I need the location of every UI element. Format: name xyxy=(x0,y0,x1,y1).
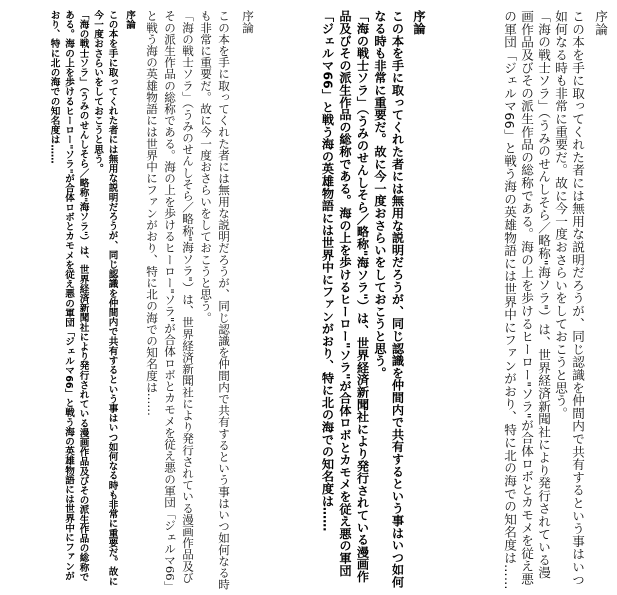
panel-heading: 序論 xyxy=(593,10,608,36)
panel-paragraph: 「海の戦士ソラ」（うみのせんしそら／略称"海ソラ"）は、世界経済新聞社により発行されている漫画作品及びその派生作品の総称である。海の上を歩けるヒーロー"ソラ"が合体ロボとカモメを従え悪の軍団「ジェルマ66」と戦う海の英雄物語には世界中にファンがおり、特に北の海での知名度は…… xyxy=(48,10,89,582)
panel-paragraph: 「海の戦士ソラ」（うみのせんしそら／略称"海ソラ"）は、世界経済新聞社により発行されている漫画作品及びその派生作品の総称である。海の上を歩けるヒーロー"ソラ"が合体ロボとカモメを従え悪の軍団「ジェルマ66」と戦う海の英雄物語には世界中にファンがおり、特に北の海での知名度は…… xyxy=(145,10,195,587)
text-panel-mincho xyxy=(127,10,257,590)
panel-paragraph: この本を手に取ってくれた者には無用な説明だろうが、同じ認識を仲間内で共有するという事はいつ如何なる時も非常に重要だ。故に今一度おさらいをしておこうと思う。 xyxy=(373,10,405,589)
panel-paragraph: この本を手に取ってくれた者には無用な説明だろうが、同じ認識を仲間内で共有するという事はいつ如何なる時も非常に重要だ。故に今一度おさらいをしておこうと思う。 xyxy=(553,10,585,586)
text-panel-bold xyxy=(255,10,427,590)
panel-heading: 序論 xyxy=(124,10,135,30)
panel-paragraph: 「海の戦士ソラ」（うみのせんしそら／略称"海ソラ"）は、世界経済新聞社により発行されている漫画作品及びその派生作品の総称である。海の上を歩けるヒーロー"ソラ"が合体ロボとカモメを従え悪の軍団「ジェルマ66」と戦う海の英雄物語には世界中にファンがおり、特に北の海での知名度は…… xyxy=(320,10,370,583)
text-panel-rounded xyxy=(459,10,609,590)
text-panel-gothic xyxy=(4,10,136,590)
panel-heading: 序論 xyxy=(241,10,255,34)
panel-paragraph: この本を手に取ってくれた者には無用な説明だろうが、同じ認識を仲間内で共有するという事はいつ如何なる時も非常に重要だ。故に今一度おさらいをしておこうと思う。 xyxy=(199,10,231,590)
panel-paragraph: この本を手に取ってくれた者には無用な説明だろうが、同じ認識を仲間内で共有するという事はいつ如何なる時も非常に重要だ。故に今一度おさらいをしておこうと思う。 xyxy=(92,10,118,586)
panel-heading: 序論 xyxy=(412,10,426,35)
panel-paragraph: 「海の戦士ソラ」（うみのせんしそら／略称"海ソラ"）は、世界経済新聞社により発行されている漫画作品及びその派生作品の総称である。海の上を歩けるヒーロー"ソラ"が合体ロボとカモメを従え悪の軍団「ジェルマ66」と戦う海の英雄物語には世界中にファンがおり、特に北の海での知名度は…… xyxy=(502,10,551,590)
